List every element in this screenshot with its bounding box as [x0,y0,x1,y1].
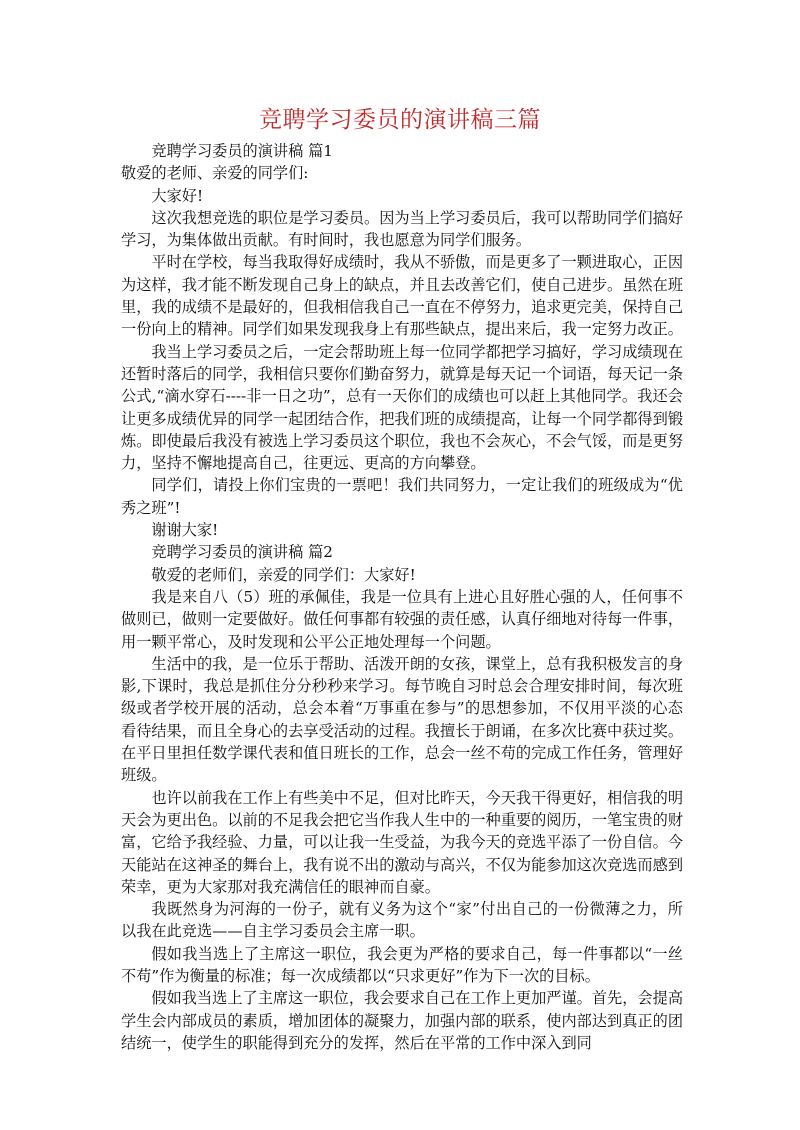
paragraph: 竞聘学习委员的演讲稿 篇2 [151,543,333,562]
paragraph: 同学们，请投上你们宝贵的一票吧！我们共同努力，一定让我们的班级成为“优秀之班”! [121,476,683,517]
paragraph: 我是来自八（5）班的承佩佳，我是一位具有上进心且好胜心强的人，任何事不做则已，做则一定要做好。做任何事都有较强的责任感，认真仔细地对待每一件事，用一颗平常心，及时发现和公平公正地处理每一个问题。 [121,587,683,651]
paragraph: 生活中的我，是一位乐于帮助、活泼开朗的女孩，课堂上，总有我积极发言的身影,下课时，我总是抓住分分秒秒来学习。每节晚自习时总会合理安排时间，每次班级或者学校开展的活动，总会本着“万事重在参与”的思想参加，不仅用平淡的心态看待结果，而且全身心的去享受活动的过程。我擅长于朗诵，在多次比赛中获过奖。在平日里担任数学课代表和值日班长的工作，总会一丝不苟的完成工作任务，管理好班级。 [121,654,683,785]
paragraph: 谢谢大家! [151,521,219,540]
paragraph: 大家好! [151,186,204,205]
paragraph: 这次我想竞选的职位是学习委员。因为当上学习委员后，我可以帮助同学们搞好学习，为集体做出贡献。有时间时，我也愿意为同学们服务。 [121,208,683,250]
paragraph: 我当上学习委员之后，一定会帮助班上每一位同学都把学习搞好，学习成绩现在还暂时落后的同学，我相信只要你们勤奋努力，就算是每天记一个词语，每天记一条公式,“滴水穿石----非一日之功”，总有一天你们的成绩也可以赶上其他同学。我还会让更多成绩优异的同学一起团结合作，把我们班的成绩提高，让每一个同学都得到锻炼。即使最后我没有被选上学习委员这个职位，我也不会灰心，不会气馁，而是更努力，坚持不懈地提高自己，往更远、更高的方向攀登。 [121,342,683,473]
paragraph: 假如我当选上了主席这一职位，我会更为严格的要求自己，每一件事都以“一丝不苟”作为衡量的标准；每一次成绩都以“只求更好”作为下一次的目标。 [121,944,683,985]
paragraph: 也许以前我在工作上有些美中不足，但对比昨天，今天我干得更好，相信我的明天会为更出色。以前的不足我会把它当作我人生中的一种重要的阅历，一笔宝贵的财富，它给予我经验、力量，可以让我一生受益，为我今天的竞选平添了一份自信。今天能站在这神圣的舞台上，我有说不出的激动与高兴，不仅为能参加这次竞选而感到荣幸，更为大家那对我充满信任的眼神而自豪。 [121,788,683,896]
document-title: 竞聘学习委员的演讲稿三篇 [259,107,541,133]
paragraph: 我既然身为河海的一份子，就有义务为这个“家”付出自己的一份微薄之力，所以我在此竞选——自主学习委员会主席一职。 [121,900,683,941]
document-body [121,140,683,1054]
paragraph: 敬爱的老师们，亲爱的同学们：大家好! [151,565,416,584]
paragraph: 竞聘学习委员的演讲稿 篇1 [151,142,333,160]
paragraph: 假如我当选上了主席这一职位，我会要求自己在工作上更加严谨。首先，会提高学生会内部成员的素质，增加团体的凝聚力，加强内部的联系，使内部达到真正的团结统一，使学生的职能得到充分的发挥，然后在平常的工作中深入到同 [121,989,683,1052]
paragraph: 平时在学校，每当我取得好成绩时，我从不骄傲，而是更多了一颗进取心，正因为这样，我才能不断发现自己身上的缺点，并且去改善它们，使自己进步。虽然在班里，我的成绩不是最好的，但我相信我自己一直在不停努力，追求更完美，保持自己一份向上的精神。同学们如果发现我身上有那些缺点，提出来后，我一定努力改正。 [121,253,683,339]
paragraph: 敬爱的老师、亲爱的同学们: [121,164,309,183]
